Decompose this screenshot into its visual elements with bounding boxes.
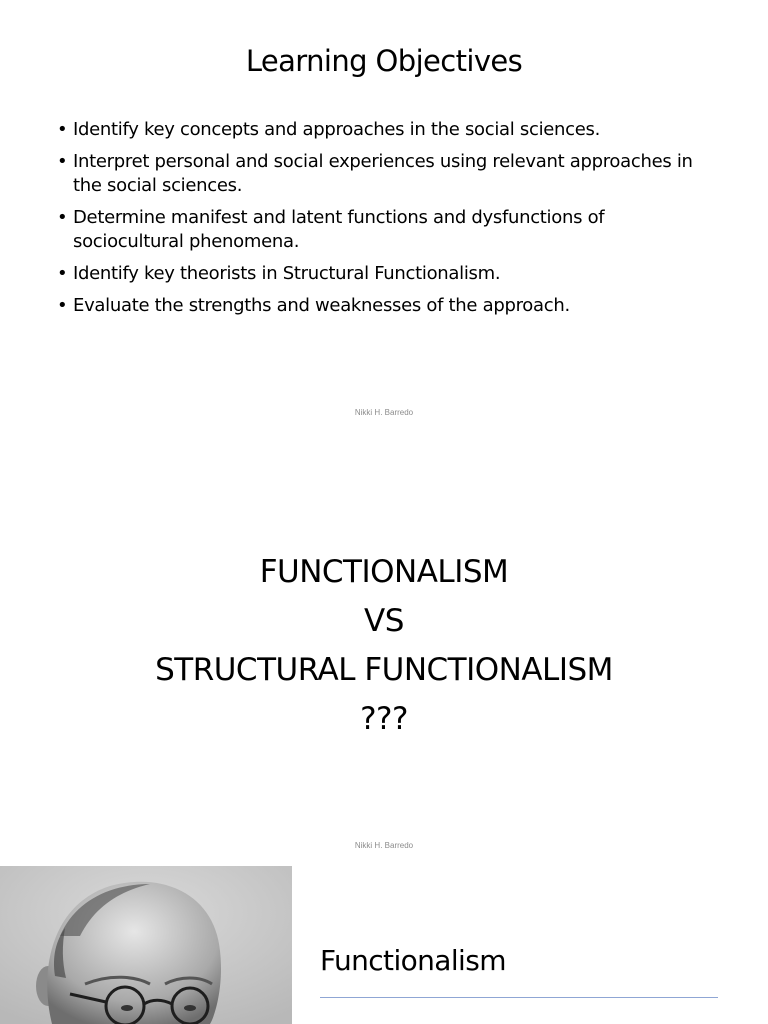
heading-line: FUNCTIONALISM — [259, 554, 509, 590]
slide-heading-block — [0, 548, 768, 744]
portrait-photo — [0, 866, 292, 1024]
portrait-photo-icon — [0, 866, 292, 1024]
slide-functionalism-vs — [0, 432, 768, 864]
list-item: • Identify key theorists in Structural Functionalism. — [55, 262, 715, 286]
slide-functionalism — [0, 864, 768, 1024]
heading-line: VS — [364, 603, 404, 639]
slide-footer: Nikki H. Barredo — [354, 408, 414, 417]
slide-footer: Nikki H. Barredo — [354, 841, 414, 850]
slide-title: Functionalism — [320, 944, 506, 977]
list-item: • Interpret personal and social experiences using relevant approaches in the social sciences. — [55, 150, 715, 198]
list-item: • Evaluate the strengths and weaknesses of the approach. — [55, 294, 715, 318]
title-underline — [320, 997, 718, 998]
objectives-list — [55, 118, 715, 326]
list-item: • Determine manifest and latent functions and dysfunctions of sociocultural phenomena. — [55, 206, 715, 254]
list-item: • Identify key concepts and approaches in the social sciences. — [55, 118, 715, 142]
heading-line: ??? — [360, 701, 408, 737]
slide-learning-objectives — [0, 0, 768, 432]
slide-title: Learning Objectives — [245, 44, 523, 78]
heading-line: STRUCTURAL FUNCTIONALISM — [155, 652, 613, 688]
